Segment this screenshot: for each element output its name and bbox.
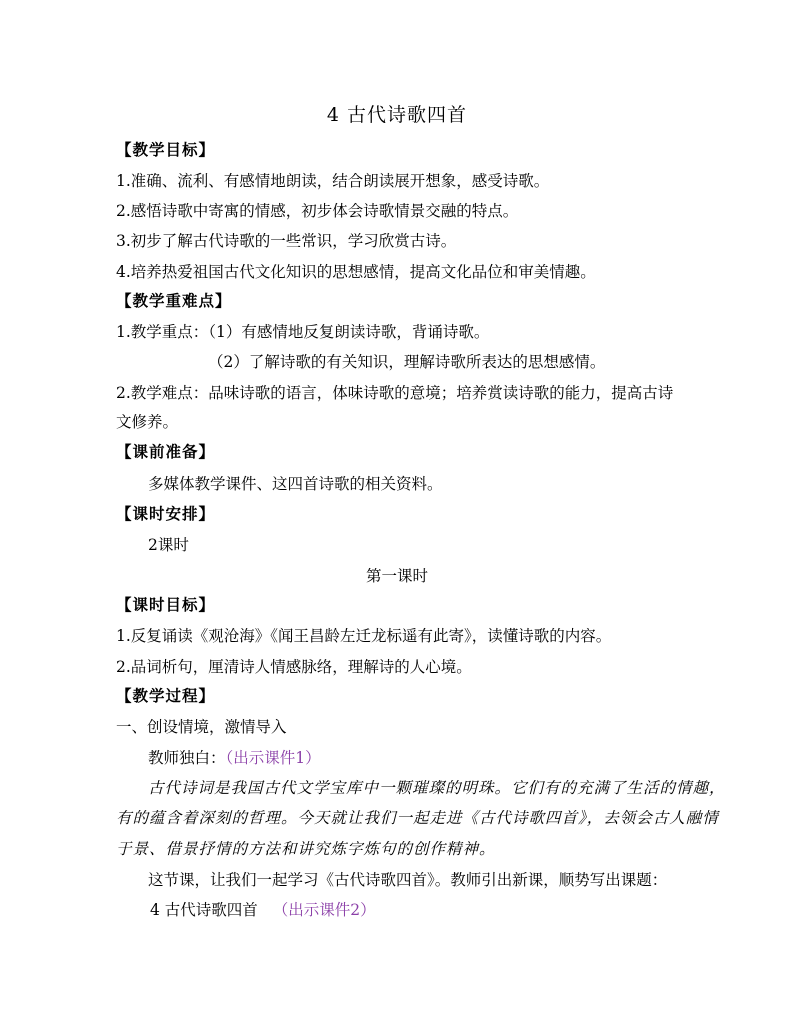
monologue-line-3: 于景、借景抒情的方法和讲究炼字炼句的创作精神。	[116, 840, 496, 858]
goal-item-3: 3.初步了解古代诗歌的一些常识，学习欣赏古诗。	[116, 232, 457, 250]
section-heading-preparation: 【课前准备】	[116, 442, 216, 461]
preparation-text: 多媒体教学课件、这四首诗歌的相关资料。	[148, 475, 443, 493]
intro-text: 这节课，让我们一起学习《古代诗歌四首》。教师引出新课，顺势写出课题：	[148, 871, 668, 889]
subject-text: 4 古代诗歌四首	[150, 901, 258, 919]
key-point-2-line1: 2.教学难点：品味诗歌的语言，体味诗歌的意境；培养赏读诗歌的能力，提高古诗	[116, 384, 674, 402]
section-heading-key-points: 【教学重难点】	[116, 291, 232, 310]
courseware-note-2: （出示课件2）	[272, 901, 376, 919]
goal-item-4: 4.培养热爱祖国古代文化知识的思想感情，提高文化品位和审美情趣。	[116, 263, 596, 281]
teacher-monologue-label	[148, 748, 718, 768]
section-heading-goals: 【教学目标】	[116, 140, 216, 159]
section-heading-lesson-goals: 【课时目标】	[116, 595, 216, 614]
lesson-goal-2: 2.品词析句，厘清诗人情感脉络，理解诗的人心境。	[116, 658, 472, 676]
lesson-heading: 第一课时	[365, 567, 428, 585]
key-point-1: 1.教学重点：（1）有感情地反复朗读诗歌，背诵诗歌。	[116, 323, 490, 341]
schedule-text: 2课时	[148, 536, 189, 554]
lesson-goal-1: 1.反复诵读《观沧海》《闻王昌龄左迁龙标遥有此寄》，读懂诗歌的内容。	[116, 627, 612, 645]
monologue-line-2: 有的蕴含着深刻的哲理。今天就让我们一起走进《古代诗歌四首》，去领会古人融情	[116, 809, 719, 827]
goal-item-2: 2.感悟诗歌中寄寓的情感，初步体会诗歌情景交融的特点。	[116, 202, 519, 220]
page-title: 4 古代诗歌四首	[326, 104, 468, 126]
goal-item-1: 1.准确、流利、有感情地朗读，结合朗读展开想象，感受诗歌。	[116, 172, 550, 190]
teacher-label: 教师独白：	[148, 749, 226, 767]
key-point-1-sub: （2）了解诗歌的有关知识，理解诗歌所表达的思想感情。	[208, 353, 606, 371]
key-point-2-line2: 文修养。	[116, 413, 179, 431]
process-step-1: 一、创设情境，激情导入	[116, 718, 287, 736]
section-heading-process: 【教学过程】	[116, 686, 216, 705]
courseware-note-1: （出示课件1）	[225, 749, 321, 767]
lesson-subject	[150, 900, 720, 920]
section-heading-schedule: 【课时安排】	[116, 504, 216, 523]
monologue-line-1: 古代诗词是我国古代文学宝库中一颗璀璨的明珠。它们有的充满了生活的情趣，	[148, 779, 726, 797]
